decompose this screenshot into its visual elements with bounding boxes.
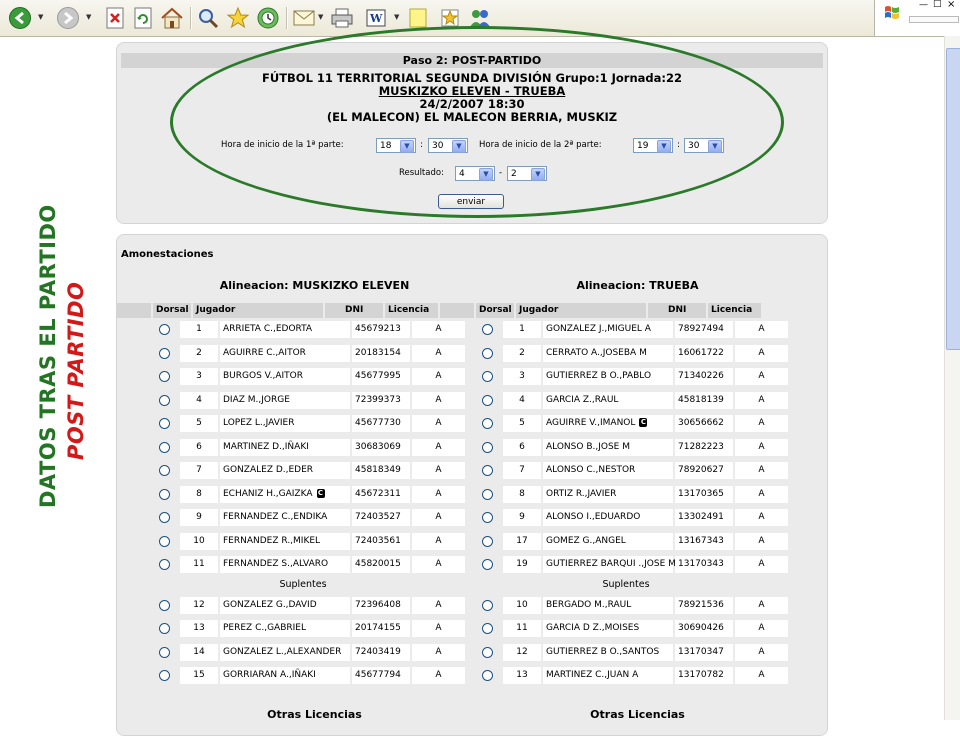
- player-licencia: A: [435, 559, 442, 569]
- player-dni: 72403527: [355, 512, 401, 522]
- player-dni: 72403419: [355, 646, 401, 657]
- player-dni: 45677995: [355, 371, 401, 381]
- player-row[interactable]: [117, 533, 442, 550]
- player-radio[interactable]: [482, 512, 493, 523]
- result-separator: -: [499, 168, 503, 178]
- window-controls: [874, 0, 960, 36]
- player-dni: 20183154: [355, 347, 401, 358]
- player-licencia: A: [758, 441, 765, 452]
- table-header: [476, 303, 761, 318]
- player-row[interactable]: [117, 667, 442, 684]
- player-row[interactable]: [117, 368, 442, 385]
- first-half-label: Hora de inicio de la 1ª parte:: [221, 140, 344, 150]
- column-header-dni: DNI: [325, 303, 383, 318]
- player-name: GUTIERREZ BARQUI .,JOSE M: [546, 559, 676, 569]
- player-dni: 45818139: [678, 394, 724, 405]
- player-dni: 72403561: [355, 535, 401, 546]
- player-dorsal: 1: [196, 324, 202, 334]
- edit-dropdown-icon[interactable]: ▼: [394, 13, 400, 21]
- back-dropdown-icon[interactable]: ▼: [38, 13, 44, 21]
- player-radio[interactable]: [159, 465, 170, 476]
- result-label: Resultado:: [399, 168, 444, 178]
- notes-icon[interactable]: [404, 5, 432, 31]
- chevron-down-icon: ▼: [479, 168, 493, 181]
- maximize-button[interactable]: □: [933, 0, 942, 9]
- player-dorsal: 19: [516, 559, 528, 569]
- player-name: ARRIETA C.,EDORTA: [223, 324, 313, 334]
- time-separator: :: [677, 140, 680, 150]
- player-row[interactable]: [440, 620, 765, 637]
- player-licencia: A: [435, 394, 442, 405]
- player-row[interactable]: [117, 321, 442, 338]
- player-dorsal: 1: [519, 324, 525, 334]
- player-licencia: A: [435, 646, 442, 657]
- sticker-icon[interactable]: [436, 5, 464, 31]
- player-dorsal: 13: [193, 623, 205, 633]
- player-licencia: A: [758, 559, 765, 569]
- player-dni: 13170343: [678, 559, 724, 569]
- player-radio[interactable]: [482, 647, 493, 658]
- away-lineup-title: Alineacion: TRUEBA: [576, 279, 699, 292]
- player-name: GARCIA Z.,RAUL: [546, 394, 619, 405]
- player-radio[interactable]: [159, 600, 170, 611]
- player-dorsal: 2: [519, 347, 525, 358]
- player-name: BERGADO M.,RAUL: [546, 599, 632, 610]
- player-dorsal: 3: [196, 371, 202, 381]
- player-radio[interactable]: [482, 395, 493, 406]
- chevron-down-icon: ▼: [531, 168, 545, 181]
- player-dorsal: 15: [193, 670, 205, 680]
- player-licencia: A: [758, 599, 765, 610]
- chevron-down-icon: ▼: [657, 140, 671, 153]
- caption-datos-tras-el-partido: DATOS TRAS EL PARTIDO: [36, 204, 60, 508]
- datetime-line: 24/2/2007 18:30: [419, 97, 525, 111]
- match-panel: [116, 42, 828, 224]
- player-licencia: A: [758, 646, 765, 657]
- player-name: FERNANDEZ R.,MIKEL: [223, 535, 321, 546]
- player-dorsal: 4: [519, 394, 525, 405]
- svg-text:W: W: [370, 12, 383, 25]
- player-name: ECHANIZ H.,GAIZKA C: [223, 488, 324, 499]
- close-button[interactable]: ×: [947, 0, 956, 10]
- column-header-dorsal: Dorsal: [476, 303, 514, 318]
- player-dni: 78927494: [678, 324, 724, 334]
- scrollbar-thumb[interactable]: [946, 48, 960, 350]
- player-licencia: A: [758, 670, 765, 680]
- player-dni: 72399373: [355, 394, 401, 405]
- player-dorsal: 10: [516, 599, 528, 610]
- player-dni: 13170365: [678, 488, 724, 499]
- player-dni: 78921536: [678, 599, 724, 610]
- player-radio[interactable]: [482, 489, 493, 500]
- player-row[interactable]: [117, 597, 442, 614]
- edit-icon[interactable]: [362, 5, 390, 31]
- player-dorsal: 3: [519, 371, 525, 381]
- player-radio[interactable]: [482, 324, 493, 335]
- player-row[interactable]: [117, 439, 442, 456]
- player-radio[interactable]: [159, 536, 170, 547]
- time-separator: :: [420, 140, 423, 150]
- player-name: PEREZ C.,GABRIEL: [223, 623, 306, 633]
- player-dorsal: 2: [196, 347, 202, 358]
- player-dorsal: 6: [196, 441, 202, 452]
- away-otras-licencias-title: Otras Licencias: [590, 708, 685, 721]
- player-dni: 71282223: [678, 441, 724, 452]
- teams-line: MUSKIZKO ELEVEN - TRUEBA: [378, 84, 566, 98]
- player-name: GARCIA D Z.,MOISES: [546, 623, 640, 633]
- mail-dropdown-icon[interactable]: ▼: [318, 13, 324, 21]
- column-header-jugador: Jugador: [193, 303, 323, 318]
- history-icon[interactable]: [254, 5, 282, 31]
- player-name: GOMEZ G.,ANGEL: [546, 535, 626, 546]
- player-dni: 45818349: [355, 465, 401, 475]
- amonestaciones-title: Amonestaciones: [121, 249, 214, 260]
- player-licencia: A: [758, 347, 765, 358]
- player-radio[interactable]: [482, 348, 493, 359]
- forward-icon[interactable]: [54, 5, 82, 31]
- player-radio[interactable]: [159, 512, 170, 523]
- browser-toolbar: [0, 0, 960, 37]
- player-dni: 30690426: [678, 623, 724, 633]
- player-name: CERRATO A.,JOSEBA M: [546, 347, 647, 358]
- column-header-select: [117, 303, 151, 318]
- step-title: Paso 2: POST-PARTIDO: [121, 53, 823, 68]
- player-name: BURGOS V.,AITOR: [223, 371, 304, 381]
- player-radio[interactable]: [159, 371, 170, 382]
- player-dni: 13302491: [678, 512, 724, 522]
- column-header-select: [440, 303, 474, 318]
- player-dni: 13167343: [678, 535, 724, 546]
- player-licencia: A: [435, 599, 442, 610]
- player-dorsal: 9: [196, 512, 202, 522]
- player-dni: 13170782: [678, 670, 724, 680]
- player-radio[interactable]: [159, 670, 170, 681]
- player-name: GUTIERREZ B O.,SANTOS: [546, 646, 660, 657]
- player-dorsal: 11: [193, 559, 205, 569]
- player-name: FERNANDEZ S.,ALVARO: [223, 559, 329, 569]
- player-row[interactable]: [117, 415, 442, 432]
- player-row[interactable]: [440, 368, 765, 385]
- player-radio[interactable]: [159, 623, 170, 634]
- home-lineup-title: Alineacion: MUSKIZKO ELEVEN: [219, 279, 410, 292]
- second-half-label: Hora de inicio de la 2ª parte:: [479, 140, 602, 150]
- player-row[interactable]: [117, 486, 442, 503]
- player-name: GONZALEZ J.,MIGUEL A: [546, 324, 651, 334]
- second-half-minute-select[interactable]: 30 ▼: [684, 138, 724, 153]
- player-dni: 45820015: [355, 559, 401, 569]
- player-dorsal: 17: [516, 535, 528, 546]
- player-row[interactable]: [117, 462, 442, 479]
- player-radio[interactable]: [159, 647, 170, 658]
- print-icon[interactable]: [328, 5, 356, 31]
- player-radio[interactable]: [482, 670, 493, 681]
- player-dorsal: 5: [196, 418, 202, 428]
- player-row[interactable]: [440, 486, 765, 503]
- windows-logo-icon: [883, 4, 901, 22]
- chevron-down-icon: ▼: [400, 140, 414, 153]
- player-name: FERNANDEZ C.,ENDIKA: [223, 512, 328, 522]
- player-dni: 71340226: [678, 371, 724, 381]
- player-row[interactable]: [440, 644, 765, 661]
- player-licencia: A: [758, 488, 765, 499]
- player-row[interactable]: [117, 644, 442, 661]
- player-licencia: A: [758, 324, 765, 334]
- player-dni: 72396408: [355, 599, 401, 610]
- player-dorsal: 14: [193, 646, 205, 657]
- player-name: ORTIZ R.,JAVIER: [546, 488, 617, 499]
- player-radio[interactable]: [159, 442, 170, 453]
- player-dorsal: 11: [516, 623, 528, 633]
- player-dni: 13170347: [678, 646, 724, 657]
- player-radio[interactable]: [159, 348, 170, 359]
- player-dni: 45672311: [355, 488, 401, 499]
- player-dni: 30656662: [678, 418, 724, 428]
- messenger-icon[interactable]: [466, 5, 494, 31]
- player-radio[interactable]: [482, 623, 493, 634]
- player-dni: 20174155: [355, 623, 401, 633]
- player-row[interactable]: [117, 509, 442, 526]
- player-radio[interactable]: [482, 600, 493, 611]
- player-dorsal: 12: [516, 646, 528, 657]
- competition-line: FÚTBOL 11 TERRITORIAL SEGUNDA DIVISIÓN Grupo:1 Jornada:22: [262, 71, 682, 85]
- player-row[interactable]: [117, 345, 442, 362]
- player-dni: 30683069: [355, 441, 401, 452]
- player-name: GONZALEZ G.,DAVID: [223, 599, 317, 610]
- player-dorsal: 13: [516, 670, 528, 680]
- result-home-select[interactable]: 4 ▼: [455, 166, 495, 181]
- suplentes-label: Suplentes: [602, 578, 650, 590]
- player-radio[interactable]: [159, 489, 170, 500]
- player-row[interactable]: [117, 620, 442, 637]
- mail-icon[interactable]: [290, 5, 318, 31]
- player-name: GONZALEZ L.,ALEXANDER: [223, 646, 342, 657]
- player-dni: 45677730: [355, 418, 401, 428]
- first-half-minute-select[interactable]: 30 ▼: [428, 138, 468, 153]
- column-header-licencia: Licencia: [708, 303, 761, 318]
- chevron-down-icon: ▼: [708, 140, 722, 153]
- player-name: AGUIRRE V.,IMANOL C: [546, 418, 646, 428]
- player-licencia: A: [435, 670, 442, 680]
- player-dorsal: 12: [193, 599, 205, 610]
- player-dorsal: 4: [196, 394, 202, 405]
- player-licencia: A: [435, 512, 442, 522]
- player-licencia: A: [758, 371, 765, 381]
- player-name: MARTINEZ D.,IÑAKI: [223, 441, 309, 452]
- player-radio[interactable]: [482, 418, 493, 429]
- result-away-select[interactable]: 2 ▼: [507, 166, 547, 181]
- player-licencia: A: [758, 535, 765, 546]
- player-row[interactable]: [440, 345, 765, 362]
- player-name: AGUIRRE C.,AITOR: [223, 347, 306, 358]
- captain-badge-icon: C: [317, 488, 324, 497]
- player-licencia: A: [435, 535, 442, 546]
- player-row[interactable]: [440, 439, 765, 456]
- suplentes-label: Suplentes: [279, 578, 327, 590]
- player-row[interactable]: [440, 509, 765, 526]
- minimize-button[interactable]: —: [919, 0, 928, 10]
- back-icon[interactable]: [6, 5, 34, 31]
- home-otras-licencias-title: Otras Licencias: [267, 708, 362, 721]
- player-licencia: A: [435, 371, 442, 381]
- captain-badge-icon: C: [640, 418, 646, 426]
- second-half-hour-select[interactable]: 19 ▼: [633, 138, 673, 153]
- player-row[interactable]: [440, 392, 765, 409]
- player-row[interactable]: [117, 556, 442, 573]
- player-row[interactable]: [440, 321, 765, 338]
- column-header-jugador: Jugador: [516, 303, 646, 318]
- forward-dropdown-icon[interactable]: ▼: [86, 13, 92, 21]
- player-name: LOPEZ L.,JAVIER: [223, 418, 295, 428]
- player-dni: 45677794: [355, 670, 401, 680]
- player-dorsal: 8: [196, 488, 202, 499]
- venue-line: (EL MALECON) EL MALECON BERRIA, MUSKIZ: [326, 110, 618, 124]
- player-name: ALONSO B.,JOSE M: [546, 441, 630, 452]
- column-header-dorsal: Dorsal: [153, 303, 191, 318]
- player-licencia: A: [758, 418, 765, 428]
- favorites-icon[interactable]: [224, 5, 252, 31]
- player-radio[interactable]: [482, 559, 493, 570]
- player-radio[interactable]: [482, 536, 493, 547]
- player-dorsal: 8: [519, 488, 525, 499]
- player-dorsal: 6: [519, 441, 525, 452]
- player-licencia: A: [758, 394, 765, 405]
- player-name: DIAZ M.,JORGE: [223, 394, 290, 405]
- player-radio[interactable]: [482, 371, 493, 382]
- player-row[interactable]: [440, 462, 765, 479]
- column-header-dni: DNI: [648, 303, 706, 318]
- player-name: GUTIERREZ B O.,PABLO: [546, 371, 652, 381]
- home-icon[interactable]: [158, 5, 186, 31]
- refresh-icon[interactable]: [130, 5, 156, 31]
- table-header: [153, 303, 438, 318]
- caption-post-partido: POST PARTIDO: [64, 281, 88, 460]
- player-dorsal: 5: [519, 418, 525, 428]
- chevron-down-icon: ▼: [452, 140, 466, 153]
- search-icon[interactable]: [194, 5, 222, 31]
- player-radio[interactable]: [159, 559, 170, 570]
- player-radio[interactable]: [159, 395, 170, 406]
- player-dorsal: 7: [519, 465, 525, 475]
- player-dorsal: 9: [519, 512, 525, 522]
- player-dni: 78920627: [678, 465, 724, 475]
- player-licencia: A: [435, 623, 442, 633]
- column-header-licencia: Licencia: [385, 303, 438, 318]
- player-licencia: A: [435, 441, 442, 452]
- player-licencia: A: [435, 347, 442, 358]
- player-radio[interactable]: [482, 465, 493, 476]
- stop-icon[interactable]: [102, 5, 128, 31]
- player-licencia: A: [435, 418, 442, 428]
- player-dorsal: 7: [196, 465, 202, 475]
- player-name: GORRIARAN A.,IÑAKI: [223, 670, 316, 680]
- player-row[interactable]: [440, 597, 765, 614]
- submit-button[interactable]: enviar: [438, 194, 504, 209]
- first-half-hour-select[interactable]: 18 ▼: [376, 138, 416, 153]
- player-radio[interactable]: [482, 442, 493, 453]
- player-name: MARTINEZ C.,JUAN A: [546, 670, 639, 680]
- player-licencia: A: [758, 623, 765, 633]
- player-radio[interactable]: [159, 418, 170, 429]
- player-row[interactable]: [440, 667, 765, 684]
- address-field[interactable]: [909, 16, 959, 23]
- player-row[interactable]: [440, 556, 765, 573]
- player-row[interactable]: [440, 415, 765, 432]
- player-dorsal: 10: [193, 535, 205, 546]
- player-name: ALONSO I.,EDUARDO: [546, 512, 641, 522]
- amonestaciones-panel: [116, 234, 828, 736]
- player-name: GONZALEZ D.,EDER: [223, 465, 314, 475]
- player-dni: 45679213: [355, 324, 401, 334]
- player-name: ALONSO C.,NESTOR: [546, 465, 636, 475]
- player-row[interactable]: [440, 533, 765, 550]
- player-licencia: A: [435, 488, 442, 499]
- player-licencia: A: [758, 512, 765, 522]
- player-licencia: A: [435, 465, 442, 475]
- player-row[interactable]: [117, 392, 442, 409]
- player-licencia: A: [758, 465, 765, 475]
- player-licencia: A: [435, 324, 442, 334]
- player-radio[interactable]: [159, 324, 170, 335]
- player-dni: 16061722: [678, 347, 724, 358]
